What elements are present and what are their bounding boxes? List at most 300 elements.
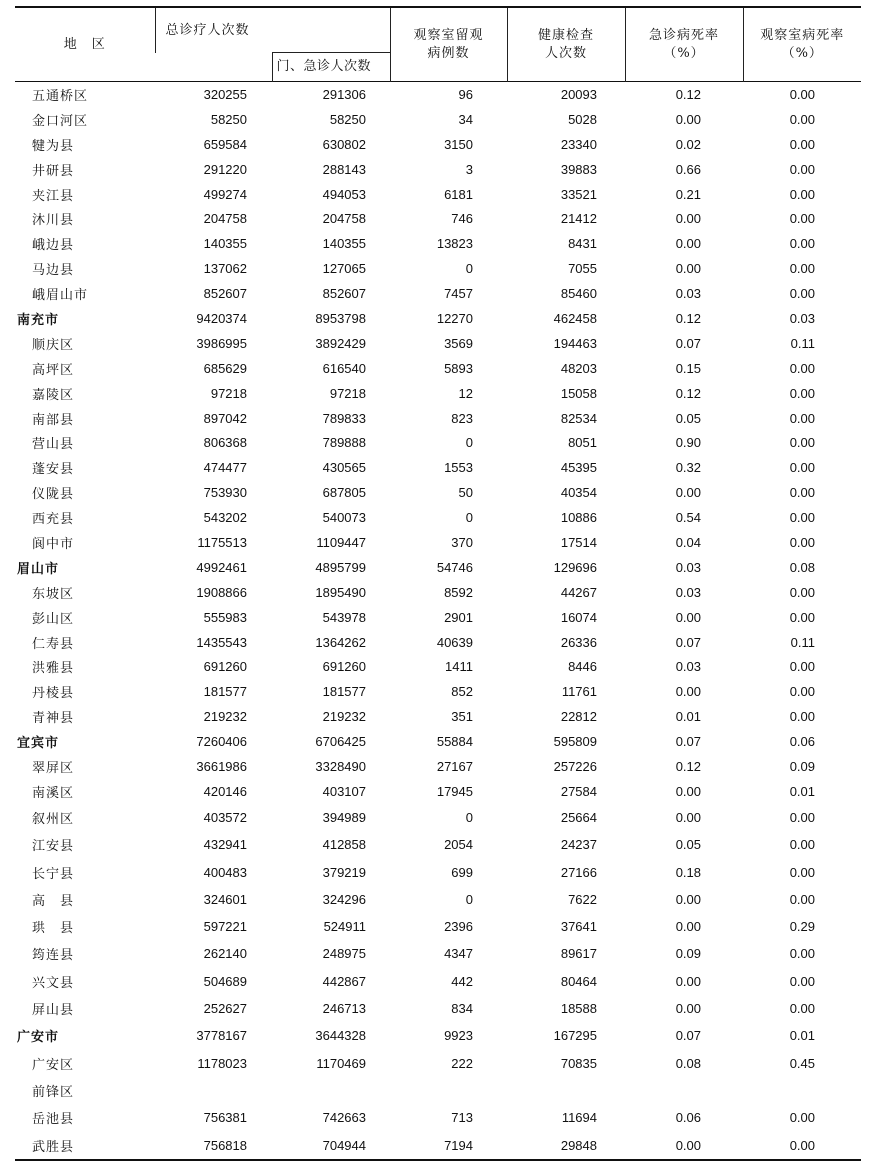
total-visits-cell: 806368	[203, 435, 247, 451]
region-name-cell: 兴文县	[32, 975, 75, 991]
health-check-cell: 27166	[560, 864, 597, 880]
region-name-cell: 峨眉山市	[32, 288, 89, 304]
header-outpatient-emergency: 门、急诊人次数	[272, 53, 390, 82]
observation-death-rate-cell: 0.00	[789, 684, 815, 700]
health-check-cell: 11761	[561, 684, 597, 700]
emergency-death-rate-cell: 0.07	[675, 634, 701, 650]
health-check-cell: 17514	[560, 534, 597, 550]
header-emergency-death-rate	[625, 8, 743, 82]
observation-cases-cell	[390, 1077, 507, 1104]
health-check-cell: 44267	[560, 584, 597, 600]
table-row	[15, 356, 861, 381]
observation-cases-cell: 2396	[444, 919, 473, 935]
total-visits-cell: 555983	[203, 609, 247, 625]
total-visits-cell: 1435543	[196, 634, 247, 650]
total-visits-cell: 181577	[203, 684, 247, 700]
health-check-cell: 45395	[560, 460, 597, 476]
emergency-death-rate-cell: 0.00	[675, 783, 701, 799]
table-row	[15, 505, 861, 530]
outpatient-emergency-cell: 1109447	[316, 534, 366, 550]
observation-death-rate-cell: 0.00	[789, 946, 815, 962]
emergency-death-rate-cell: 0.12	[675, 385, 701, 401]
health-check-cell: 8431	[568, 236, 597, 252]
observation-cases-cell: 370	[451, 534, 473, 550]
health-check-cell: 8446	[568, 659, 597, 675]
observation-cases-cell: 3569	[444, 335, 473, 351]
region-name-cell: 蓬安县	[32, 462, 75, 478]
observation-cases-cell: 1553	[444, 460, 473, 476]
outpatient-emergency-cell: 789888	[322, 435, 366, 451]
observation-death-rate-cell: 0.00	[789, 837, 815, 853]
table-row	[15, 940, 861, 967]
total-visits-cell: 7260406	[196, 734, 247, 750]
table-row	[15, 831, 861, 858]
region-name-cell: 前锋区	[32, 1084, 75, 1100]
total-visits-cell: 324601	[203, 891, 247, 907]
observation-cases-cell: 50	[458, 485, 473, 501]
observation-cases-cell: 0	[465, 435, 473, 451]
total-visits-cell: 756381	[203, 1110, 247, 1126]
observation-death-rate-cell: 0.00	[789, 973, 815, 989]
observation-cases-cell: 699	[451, 864, 473, 880]
region-name-cell: 东坡区	[32, 586, 75, 602]
total-visits-cell: 543202	[203, 510, 247, 526]
header-emergency-death-rate-line1: 急诊病死率	[648, 27, 719, 43]
emergency-death-rate-cell: 0.32	[675, 460, 701, 476]
health-check-cell: 24237	[560, 837, 597, 853]
emergency-death-rate-cell: 0.00	[675, 236, 701, 252]
outpatient-emergency-cell: 1895490	[315, 584, 366, 600]
region-name-cell: 珙 县	[32, 921, 75, 937]
emergency-death-rate-cell: 0.66	[675, 161, 701, 177]
observation-death-rate-cell: 0.00	[789, 485, 815, 501]
outpatient-emergency-cell: 204758	[322, 211, 366, 227]
table-row	[15, 704, 861, 729]
outpatient-emergency-cell: 789833	[322, 410, 366, 426]
health-check-cell: 80464	[560, 973, 597, 989]
region-name-cell: 嘉陵区	[32, 387, 75, 403]
outpatient-emergency-cell: 219232	[322, 709, 366, 725]
observation-cases-cell: 222	[451, 1055, 473, 1071]
table-row	[15, 754, 861, 779]
total-visits-cell: 400483	[203, 864, 247, 880]
observation-death-rate-cell: 0.45	[789, 1055, 815, 1071]
region-name-cell: 营山县	[32, 437, 75, 453]
table-row	[15, 231, 861, 256]
health-check-cell: 23340	[560, 136, 597, 152]
emergency-death-rate-cell: 0.04	[675, 534, 701, 550]
health-check-cell: 167295	[553, 1028, 597, 1044]
table-row	[15, 430, 861, 455]
region-name-cell: 武胜县	[32, 1139, 75, 1155]
region-name-cell: 长宁县	[32, 866, 75, 882]
table-row	[15, 157, 861, 182]
observation-cases-cell: 6181	[444, 186, 473, 202]
health-check-cell: 37641	[560, 919, 597, 935]
emergency-death-rate-cell: 0.00	[675, 485, 701, 501]
observation-death-rate-cell: 0.00	[789, 286, 815, 302]
health-check-cell	[507, 1077, 625, 1104]
observation-death-rate-cell	[743, 1077, 861, 1104]
emergency-death-rate-cell: 0.12	[675, 86, 701, 102]
emergency-death-rate-cell: 0.00	[675, 809, 701, 825]
total-visits-cell: 474477	[203, 460, 247, 476]
total-visits-cell: 3661986	[196, 758, 247, 774]
table-row	[15, 256, 861, 281]
total-visits-cell: 219232	[203, 709, 247, 725]
emergency-death-rate-cell: 0.00	[675, 891, 701, 907]
emergency-death-rate-cell: 0.07	[675, 734, 701, 750]
table-row	[15, 1104, 861, 1131]
table-row	[15, 455, 861, 480]
health-check-cell: 10886	[560, 510, 597, 526]
table-row	[15, 530, 861, 555]
health-check-cell: 16074	[560, 609, 597, 625]
region-name-cell: 高坪区	[32, 362, 75, 378]
outpatient-emergency-cell: 616540	[322, 360, 366, 376]
outpatient-emergency-cell: 288143	[322, 161, 366, 177]
observation-death-rate-cell: 0.06	[789, 734, 815, 750]
total-visits-cell: 403572	[203, 809, 247, 825]
observation-death-rate-cell: 0.00	[789, 385, 815, 401]
outpatient-emergency-cell: 394989	[322, 809, 366, 825]
observation-death-rate-cell: 0.00	[789, 891, 815, 907]
observation-death-rate-cell: 0.00	[789, 236, 815, 252]
observation-cases-cell: 1411	[445, 659, 473, 675]
outpatient-emergency-cell: 543978	[322, 609, 366, 625]
emergency-death-rate-cell: 0.00	[675, 973, 701, 989]
observation-death-rate-cell: 0.00	[789, 86, 815, 102]
table-row	[15, 182, 861, 207]
table-row	[15, 654, 861, 679]
outpatient-emergency-cell: 58250	[329, 111, 366, 127]
emergency-death-rate-cell: 0.00	[675, 211, 701, 227]
total-visits-cell: 262140	[203, 946, 247, 962]
outpatient-emergency-cell: 630802	[322, 136, 366, 152]
observation-death-rate-cell: 0.29	[789, 919, 815, 935]
table-row	[15, 858, 861, 885]
header-health-check-line2: 人次数	[544, 45, 587, 61]
region-name-cell: 南部县	[32, 412, 75, 428]
health-check-cell: 89617	[560, 946, 597, 962]
observation-death-rate-cell: 0.01	[789, 1028, 815, 1044]
health-check-cell: 26336	[560, 634, 597, 650]
emergency-death-rate-cell: 0.54	[675, 510, 701, 526]
observation-death-rate-cell: 0.00	[789, 1110, 815, 1126]
total-visits-cell: 659584	[203, 136, 247, 152]
emergency-death-rate-cell: 0.00	[675, 1001, 701, 1017]
header-observation-cases-line1: 观察室留观	[413, 27, 484, 43]
table-row	[15, 1077, 861, 1104]
total-visits-cell: 58250	[210, 111, 247, 127]
health-check-cell: 11694	[561, 1110, 597, 1126]
table-header	[15, 7, 861, 82]
total-visits-cell: 499274	[203, 186, 247, 202]
health-check-cell: 20093	[560, 86, 597, 102]
emergency-death-rate-cell: 0.05	[675, 837, 701, 853]
emergency-death-rate-cell: 0.02	[675, 136, 701, 152]
health-check-cell: 40354	[560, 485, 597, 501]
health-check-cell: 5028	[568, 111, 597, 127]
observation-cases-cell: 17945	[436, 783, 473, 799]
outpatient-emergency-cell: 3644328	[315, 1028, 366, 1044]
observation-death-rate-cell: 0.00	[789, 460, 815, 476]
health-check-cell: 82534	[560, 410, 597, 426]
observation-death-rate-cell: 0.00	[789, 1137, 815, 1153]
region-name-cell: 翠屏区	[32, 760, 75, 776]
observation-death-rate-cell: 0.00	[789, 709, 815, 725]
observation-cases-cell: 834	[451, 1001, 473, 1017]
observation-death-rate-cell: 0.00	[789, 111, 815, 127]
outpatient-emergency-cell: 742663	[322, 1110, 366, 1126]
observation-cases-cell: 823	[451, 410, 473, 426]
emergency-death-rate-cell: 0.01	[675, 709, 701, 725]
total-visits-cell: 9420374	[196, 310, 247, 326]
region-name-cell: 顺庆区	[32, 337, 75, 353]
table-row	[15, 107, 861, 132]
observation-death-rate-cell: 0.08	[789, 559, 815, 575]
region-name-cell: 西充县	[32, 512, 75, 528]
region-name-cell: 阆中市	[32, 536, 75, 552]
table-row	[15, 381, 861, 406]
header-health-check-line1: 健康检查	[537, 27, 594, 43]
outpatient-emergency-cell: 494053	[322, 186, 366, 202]
outpatient-emergency-cell: 127065	[322, 261, 366, 277]
statistics-table-page	[15, 6, 861, 1161]
table-row	[15, 1050, 861, 1077]
outpatient-emergency-cell: 291306	[322, 86, 366, 102]
outpatient-emergency-cell: 540073	[322, 510, 366, 526]
observation-cases-cell: 5893	[444, 360, 473, 376]
total-visits-cell: 3778167	[196, 1028, 247, 1044]
observation-death-rate-cell: 0.00	[789, 161, 815, 177]
observation-death-rate-cell: 0.00	[789, 410, 815, 426]
observation-cases-cell: 54746	[436, 559, 473, 575]
emergency-death-rate-cell: 0.00	[675, 261, 701, 277]
outpatient-emergency-cell: 4895799	[315, 559, 366, 575]
total-visits-cell: 291220	[203, 161, 247, 177]
total-visits-cell: 97218	[210, 385, 247, 401]
outpatient-emergency-cell: 412858	[322, 837, 366, 853]
emergency-death-rate-cell: 0.00	[675, 609, 701, 625]
table-row	[15, 968, 861, 995]
region-name-cell: 洪雅县	[32, 661, 75, 677]
outpatient-emergency-cell: 3892429	[315, 335, 366, 351]
outpatient-emergency-cell: 8953798	[315, 310, 366, 326]
health-check-cell: 27584	[560, 783, 597, 799]
region-name-cell: 广安市	[17, 1030, 60, 1046]
header-emergency-death-rate-line2: （%）	[663, 45, 705, 61]
table-row	[15, 679, 861, 704]
table-row-city	[15, 729, 861, 754]
health-check-cell: 39883	[560, 161, 597, 177]
total-visits-cell: 3986995	[196, 335, 247, 351]
outpatient-emergency-cell: 687805	[322, 485, 366, 501]
health-check-cell: 462458	[553, 310, 597, 326]
header-total-visits: 总诊疗人次数	[155, 8, 390, 53]
outpatient-emergency-cell: 691260	[322, 659, 366, 675]
observation-death-rate-cell: 0.00	[789, 534, 815, 550]
region-name-cell: 南溪区	[32, 785, 75, 801]
total-visits-cell: 137062	[203, 261, 247, 277]
region-name-cell: 彭山区	[32, 611, 75, 627]
outpatient-emergency-cell: 324296	[322, 891, 366, 907]
observation-cases-cell: 12	[458, 385, 473, 401]
total-visits-cell: 504689	[203, 973, 247, 989]
table-row	[15, 1131, 861, 1159]
observation-cases-cell: 713	[451, 1110, 473, 1126]
health-check-cell: 21412	[560, 211, 597, 227]
region-name-cell: 屏山县	[32, 1003, 75, 1019]
emergency-death-rate-cell: 0.00	[675, 111, 701, 127]
emergency-death-rate-cell: 0.09	[675, 946, 701, 962]
emergency-death-rate-cell: 0.00	[675, 1137, 701, 1153]
region-name-cell: 筠连县	[32, 948, 75, 964]
observation-cases-cell: 0	[465, 261, 473, 277]
outpatient-emergency-cell: 442867	[322, 973, 366, 989]
observation-cases-cell: 34	[458, 111, 473, 127]
region-name-cell: 仁寿县	[32, 636, 75, 652]
table-row-city	[15, 306, 861, 331]
total-visits-cell: 320255	[203, 86, 247, 102]
table-row	[15, 779, 861, 804]
health-check-cell: 194463	[553, 335, 597, 351]
health-check-cell: 22812	[560, 709, 597, 725]
health-check-cell: 85460	[560, 286, 597, 302]
region-name-cell: 眉山市	[17, 561, 60, 577]
region-name-cell: 丹棱县	[32, 686, 75, 702]
table-row	[15, 580, 861, 605]
outpatient-emergency-cell: 403107	[322, 783, 366, 799]
health-check-cell: 48203	[560, 360, 597, 376]
total-visits-cell: 897042	[203, 410, 247, 426]
outpatient-emergency-cell: 181577	[322, 684, 366, 700]
table-row-city	[15, 1022, 861, 1049]
table-row	[15, 82, 861, 107]
health-check-cell: 25664	[560, 809, 597, 825]
emergency-death-rate-cell: 0.06	[675, 1110, 701, 1126]
outpatient-emergency-cell: 97218	[329, 385, 366, 401]
emergency-death-rate-cell	[625, 1077, 743, 1104]
observation-death-rate-cell: 0.00	[789, 261, 815, 277]
total-visits-cell	[155, 1077, 272, 1104]
region-name-cell: 南充市	[17, 312, 60, 328]
emergency-death-rate-cell: 0.03	[675, 286, 701, 302]
emergency-death-rate-cell: 0.08	[675, 1055, 701, 1071]
region-name-cell: 沐川县	[32, 213, 75, 229]
health-check-cell: 129696	[553, 559, 597, 575]
health-check-cell: 7622	[568, 891, 597, 907]
table-row	[15, 605, 861, 630]
region-name-cell: 宜宾市	[17, 736, 60, 752]
observation-death-rate-cell: 0.00	[789, 809, 815, 825]
outpatient-emergency-cell: 430565	[322, 460, 366, 476]
observation-death-rate-cell: 0.11	[790, 634, 815, 650]
region-name-cell: 仪陇县	[32, 487, 75, 503]
total-visits-cell: 756818	[203, 1137, 247, 1153]
outpatient-emergency-cell: 6706425	[315, 734, 366, 750]
observation-death-rate-cell: 0.00	[789, 136, 815, 152]
observation-cases-cell: 7194	[444, 1137, 473, 1153]
total-visits-cell: 204758	[203, 211, 247, 227]
outpatient-emergency-cell: 246713	[322, 1001, 366, 1017]
total-visits-cell: 597221	[203, 919, 247, 935]
header-observation-death-rate-line2: （%）	[781, 45, 823, 61]
table-row	[15, 480, 861, 505]
table-row-city	[15, 555, 861, 580]
total-visits-cell: 753930	[203, 485, 247, 501]
outpatient-emergency-cell: 704944	[322, 1137, 366, 1153]
total-visits-cell: 685629	[203, 360, 247, 376]
health-check-cell: 257226	[553, 758, 597, 774]
region-name-cell: 高 县	[32, 893, 75, 909]
total-visits-cell: 1175513	[197, 534, 247, 550]
header-observation-death-rate-line1: 观察室病死率	[760, 27, 845, 43]
emergency-death-rate-cell: 0.03	[675, 584, 701, 600]
table-row	[15, 206, 861, 231]
table-row	[15, 331, 861, 356]
observation-cases-cell: 96	[458, 86, 473, 102]
observation-cases-cell: 0	[465, 809, 473, 825]
outpatient-emergency-cell: 248975	[322, 946, 366, 962]
observation-death-rate-cell: 0.00	[789, 609, 815, 625]
observation-cases-cell: 12270	[436, 310, 473, 326]
table-row	[15, 132, 861, 157]
emergency-death-rate-cell: 0.12	[675, 758, 701, 774]
observation-death-rate-cell: 0.03	[789, 310, 815, 326]
health-check-cell: 8051	[568, 435, 597, 451]
observation-cases-cell: 40639	[436, 634, 473, 650]
observation-cases-cell: 0	[465, 891, 473, 907]
observation-cases-cell: 442	[451, 973, 473, 989]
health-check-cell: 7055	[568, 261, 597, 277]
health-check-cell: 595809	[553, 734, 597, 750]
observation-death-rate-cell: 0.09	[789, 758, 815, 774]
emergency-death-rate-cell: 0.07	[675, 1028, 701, 1044]
total-visits-cell: 852607	[203, 286, 247, 302]
observation-cases-cell: 8592	[444, 584, 473, 600]
observation-cases-cell: 3150	[444, 136, 473, 152]
observation-death-rate-cell: 0.00	[789, 510, 815, 526]
observation-death-rate-cell: 0.00	[789, 659, 815, 675]
outpatient-emergency-cell: 524911	[323, 919, 366, 935]
outpatient-emergency-cell	[272, 1077, 390, 1104]
total-visits-cell: 140355	[203, 236, 247, 252]
observation-cases-cell: 852	[451, 684, 473, 700]
emergency-death-rate-cell: 0.18	[675, 864, 701, 880]
emergency-death-rate-cell: 0.03	[675, 659, 701, 675]
region-name-cell: 五通桥区	[32, 88, 89, 104]
total-visits-cell: 252627	[203, 1001, 247, 1017]
table-row	[15, 630, 861, 655]
region-name-cell: 金口河区	[32, 113, 89, 129]
outpatient-emergency-cell: 3328490	[315, 758, 366, 774]
observation-cases-cell: 351	[451, 709, 473, 725]
health-check-cell: 15058	[560, 385, 597, 401]
observation-death-rate-cell: 0.11	[790, 335, 815, 351]
health-check-cell: 33521	[560, 186, 597, 202]
emergency-death-rate-cell: 0.12	[675, 310, 701, 326]
emergency-death-rate-cell: 0.05	[675, 410, 701, 426]
emergency-death-rate-cell: 0.03	[675, 559, 701, 575]
table-body	[15, 82, 861, 1160]
health-check-cell: 29848	[560, 1137, 597, 1153]
total-visits-cell: 691260	[203, 659, 247, 675]
observation-cases-cell: 2901	[444, 609, 473, 625]
table-row	[15, 886, 861, 913]
region-name-cell: 井研县	[32, 163, 75, 179]
region-name-cell: 岳池县	[32, 1112, 75, 1128]
